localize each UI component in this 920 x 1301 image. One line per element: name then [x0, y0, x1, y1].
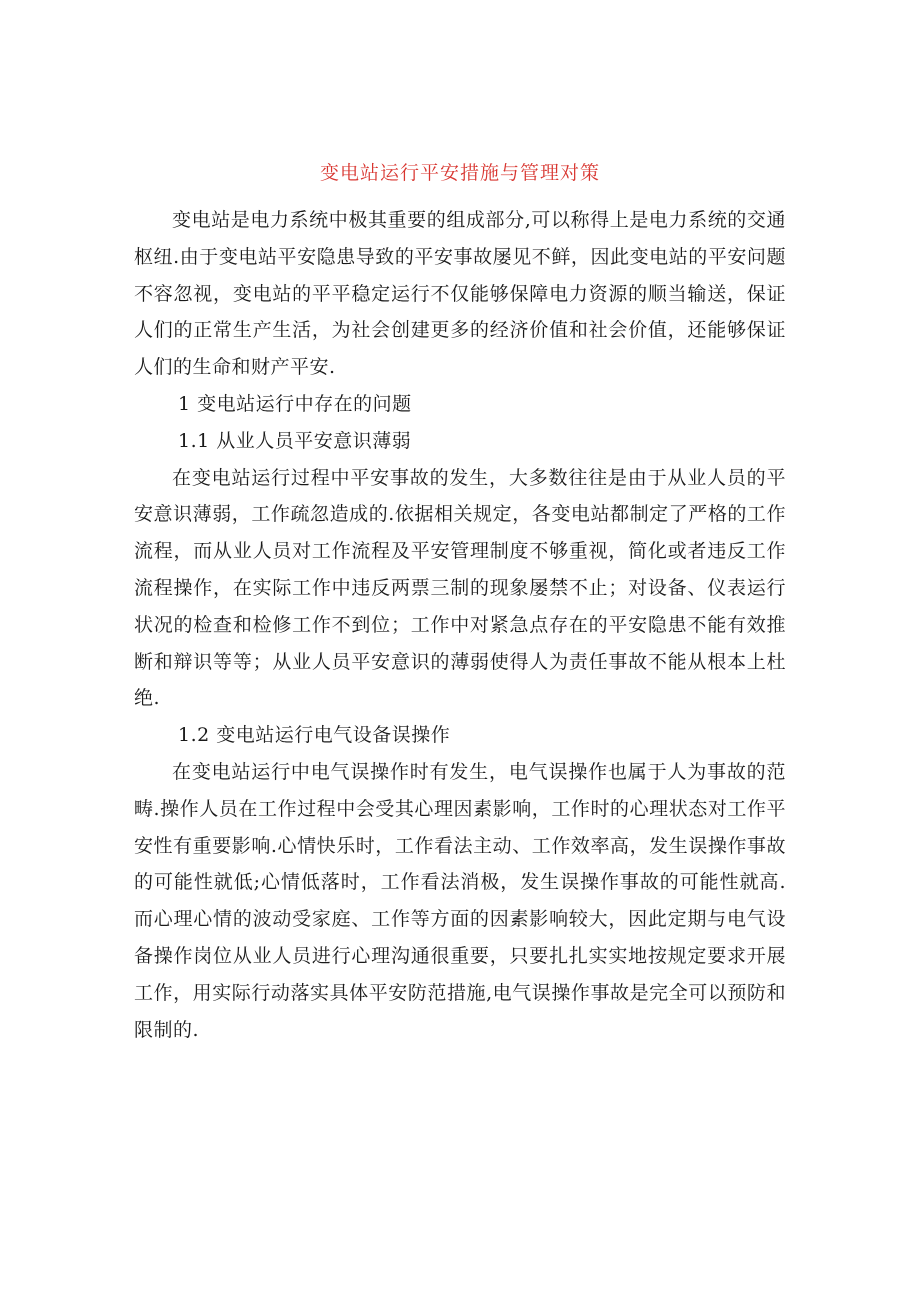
document-title: 变电站运行平安措施与管理对策	[319, 162, 600, 184]
section-1-1-heading: 1.1 从业人员平安意识薄弱	[178, 429, 412, 452]
section-1-2-paragraph: 在变电站运行中电气误操作时有发生，电气误操作也属于人为事故的范畴.操作人员在工作过程中会受其心理因素影响，工作时的心理状态对工作平安性有重要影响.心情快乐时，工作看法主动、工作效率高，发生误操作事故的可能性就低;心情低落时，工作看法消极，发生误操作事故的可能性就高.而心理心情的波动受家庭、工作等方面的因素影响较大，因此定期与电气设备操作岗位从业人员进行心理沟通很重要，只要扎扎实实地按规定要求开展工作，用实际行动落实具体平安防范措施,电气误操作事故是完全可以预防和限制的.	[134, 760, 786, 1041]
document-body	[134, 202, 786, 1048]
section-1-1-paragraph: 在变电站运行过程中平安事故的发生，大多数往往是由于从业人员的平安意识薄弱，工作疏忽造成的.依据相关规定，各变电站都制定了严格的工作流程，而从业人员对工作流程及平安管理制度不够重视，简化或者违反工作流程操作，在实际工作中违反两票三制的现象屡禁不止；对设备、仪表运行状况的检查和检修工作不到位；工作中对紧急点存在的平安隐患不能有效推断和辩识等等；从业人员平安意识的薄弱使得人为责任事故不能从根本上杜绝.	[134, 466, 786, 710]
section-1-heading: 1 变电站运行中存在的问题	[178, 392, 412, 415]
section-1-2-heading: 1.2 变电站运行电气设备误操作	[178, 724, 451, 747]
intro-paragraph: 变电站是电力系统中极其重要的组成部分,可以称得上是电力系统的交通枢纽.由于变电站平安隐患导致的平安事故屡见不鲜，因此变电站的平安问题不容忽视，变电站的平平稳定运行不仅能够保障电力资源的顺当输送，保证人们的正常生产生活，为社会创建更多的经济价值和社会价值，还能够保证人们的生命和财产平安.	[134, 209, 786, 379]
